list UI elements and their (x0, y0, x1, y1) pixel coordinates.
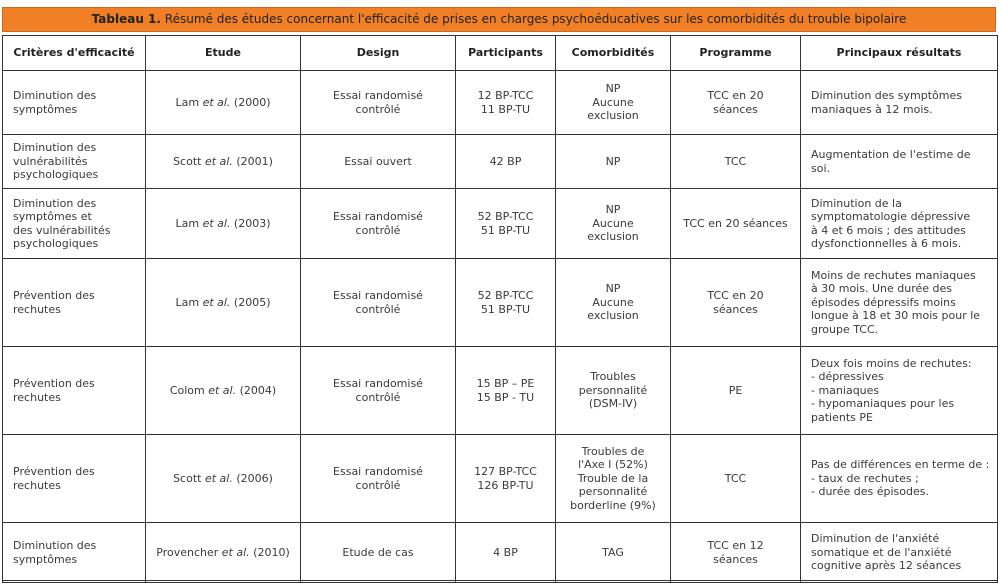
etude-year: (2003) (230, 216, 271, 230)
etude-et-al: et al. (221, 545, 250, 559)
etude-year: (2010) (249, 545, 290, 559)
cell-comorbidites: NP Aucune exclusion (556, 189, 671, 259)
header-programme: Programme (671, 36, 801, 71)
etude-et-al: et al. (202, 295, 231, 309)
studies-table (2, 35, 998, 583)
header-comorbidites: Comorbidités (556, 36, 671, 71)
cell-comorbidites: TAG (556, 523, 671, 583)
table-caption (2, 7, 996, 32)
table-bottom-border (2, 580, 997, 581)
table-row (3, 523, 998, 583)
cell-participants: 42 BP (456, 135, 556, 189)
cell-programme: PE (671, 347, 801, 435)
cell-design: Essai randomisé contrôlé (301, 259, 456, 347)
cell-design: Essai randomisé contrôlé (301, 347, 456, 435)
table-row (3, 71, 998, 135)
cell-design: Essai ouvert (301, 135, 456, 189)
header-criteres: Critères d'efficacité (3, 36, 146, 71)
etude-year: (2001) (232, 154, 273, 168)
cell-programme: TCC (671, 435, 801, 523)
cell-critere: Diminution des vulnérabilités psychologiques (3, 135, 146, 189)
cell-etude (146, 347, 301, 435)
table-row (3, 135, 998, 189)
cell-design: Etude de cas (301, 523, 456, 583)
etude-et-al: et al. (204, 154, 233, 168)
etude-year: (2006) (232, 471, 273, 485)
etude-author: Scott (173, 154, 205, 168)
cell-resultats: Moins de rechutes maniaques à 30 mois. Une durée des épisodes dépressifs moins longue à 18 et 30 mois pour le groupe TCC. (801, 259, 998, 347)
table-row (3, 347, 998, 435)
cell-participants: 12 BP-TCC 11 BP-TU (456, 71, 556, 135)
cell-critere: Prévention des rechutes (3, 435, 146, 523)
etude-et-al: et al. (204, 471, 233, 485)
cell-programme: TCC en 20 séances (671, 71, 801, 135)
cell-resultats: Diminution des symptômes maniaques à 12 mois. (801, 71, 998, 135)
table-row (3, 435, 998, 523)
cell-programme: TCC en 20 séances (671, 189, 801, 259)
cell-etude (146, 189, 301, 259)
cell-etude (146, 135, 301, 189)
cell-programme: TCC en 20 séances (671, 259, 801, 347)
header-etude: Etude (146, 36, 301, 71)
cell-etude (146, 523, 301, 583)
cell-participants: 52 BP-TCC 51 BP-TU (456, 189, 556, 259)
cell-comorbidites: NP (556, 135, 671, 189)
cell-critere: Diminution des symptômes (3, 523, 146, 583)
cell-design: Essai randomisé contrôlé (301, 71, 456, 135)
header-design: Design (301, 36, 456, 71)
cell-resultats: Augmentation de l'estime de soi. (801, 135, 998, 189)
cell-etude (146, 435, 301, 523)
etude-author: Scott (173, 471, 205, 485)
cell-comorbidites: Troubles personnalité (DSM-IV) (556, 347, 671, 435)
etude-year: (2000) (230, 95, 271, 109)
cell-resultats: Diminution de la symptomatologie dépressive à 4 et 6 mois ; des attitudes dysfonctionnelles à 6 mois. (801, 189, 998, 259)
cell-design: Essai randomisé contrôlé (301, 435, 456, 523)
cell-programme: TCC (671, 135, 801, 189)
cell-etude (146, 259, 301, 347)
cell-critere: Diminution des symptômes (3, 71, 146, 135)
table-row (3, 259, 998, 347)
etude-author: Lam (175, 216, 203, 230)
caption-label: Tableau 1. (91, 12, 161, 26)
cell-etude (146, 71, 301, 135)
header-row (3, 36, 998, 71)
header-participants: Participants (456, 36, 556, 71)
etude-et-al: et al. (202, 216, 231, 230)
cell-participants: 15 BP – PE 15 BP - TU (456, 347, 556, 435)
caption-text: Résumé des études concernant l'efficacité de prises en charges psychoéducatives sur les comorbidités du trouble bipolaire (160, 12, 907, 26)
etude-author: Lam (175, 95, 203, 109)
etude-author: Lam (175, 295, 203, 309)
etude-author: Colom (169, 383, 209, 397)
cell-resultats: Deux fois moins de rechutes: - dépressives - maniaques - hypomaniaques pour les patients PE (801, 347, 998, 435)
header-resultats: Principaux résultats (801, 36, 998, 71)
cell-programme: TCC en 12 séances (671, 523, 801, 583)
cell-comorbidites: NP Aucune exclusion (556, 259, 671, 347)
etude-year: (2004) (236, 383, 277, 397)
cell-participants: 127 BP-TCC 126 BP-TU (456, 435, 556, 523)
cell-design: Essai randomisé contrôlé (301, 189, 456, 259)
etude-year: (2005) (230, 295, 271, 309)
cell-comorbidites: NP Aucune exclusion (556, 71, 671, 135)
cell-resultats: Pas de différences en terme de : - taux de rechutes ; - durée des épisodes. (801, 435, 998, 523)
etude-et-al: et al. (202, 95, 231, 109)
cell-critere: Prévention des rechutes (3, 347, 146, 435)
etude-et-al: et al. (208, 383, 237, 397)
cell-participants: 52 BP-TCC 51 BP-TU (456, 259, 556, 347)
etude-author: Provencher (156, 545, 222, 559)
cell-resultats: Diminution de l'anxiété somatique et de l'anxiété cognitive après 12 séances (801, 523, 998, 583)
cell-participants: 4 BP (456, 523, 556, 583)
table-row (3, 189, 998, 259)
cell-critere: Prévention des rechutes (3, 259, 146, 347)
cell-comorbidites: Troubles de l'Axe I (52%) Trouble de la personnalité borderline (9%) (556, 435, 671, 523)
cell-critere: Diminution des symptômes et des vulnérabilités psychologiques (3, 189, 146, 259)
